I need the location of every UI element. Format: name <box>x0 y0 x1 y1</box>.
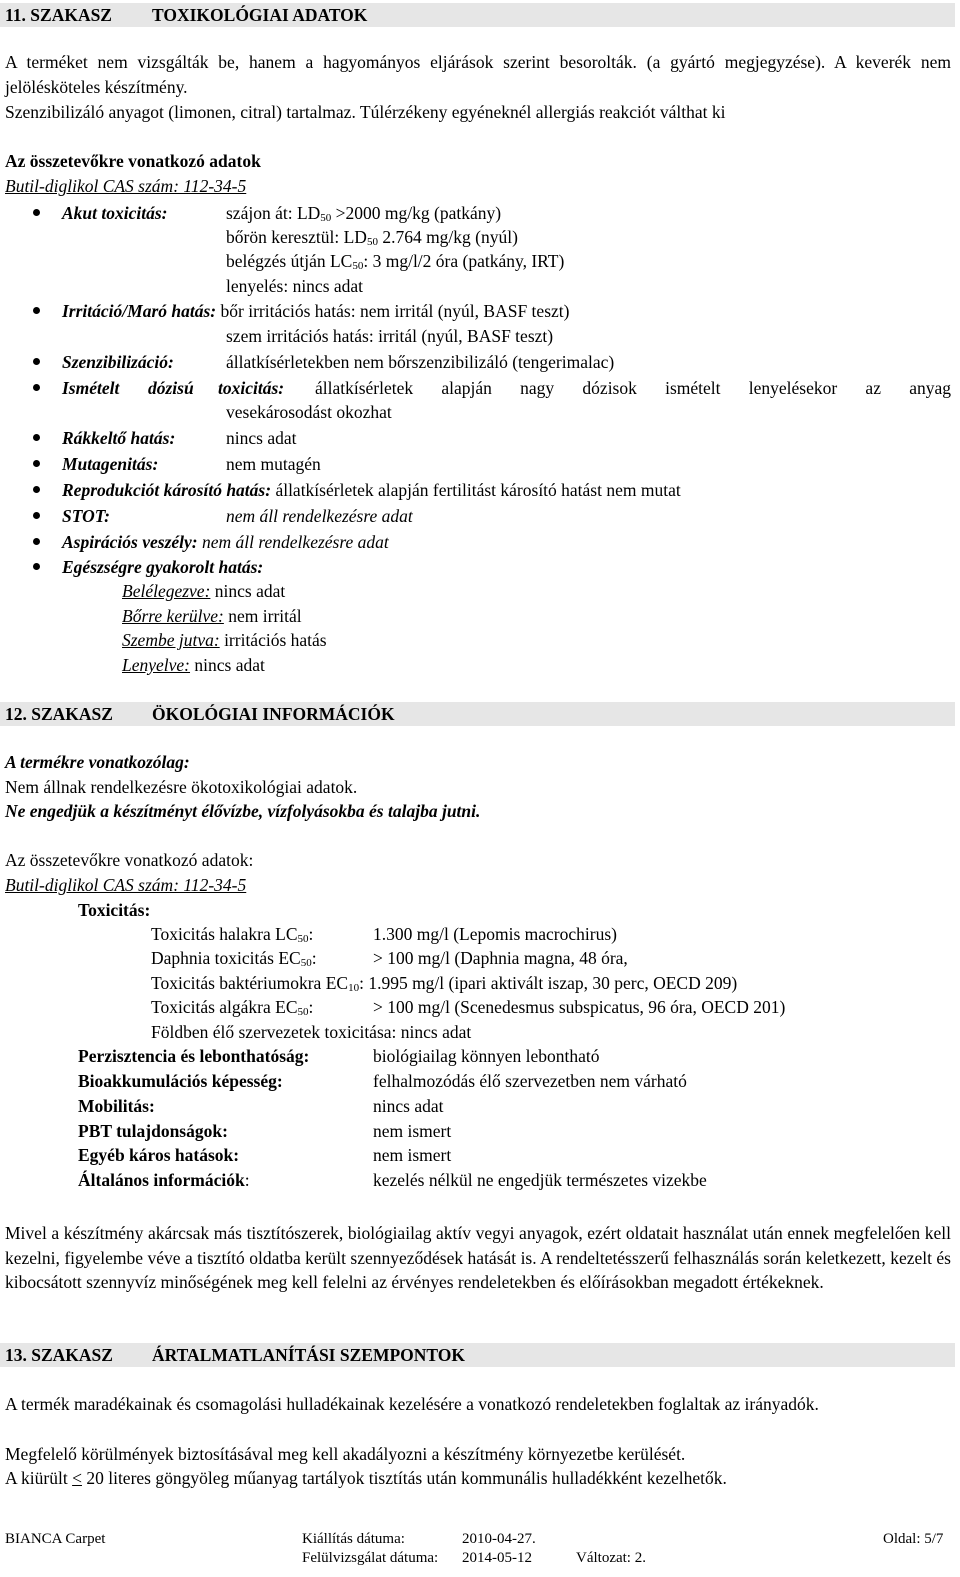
less-equal-symbol: < <box>72 1468 82 1488</box>
persistence-label: Perzisztencia és lebonthatóság: <box>78 1046 310 1066</box>
bioaccumulation-value: felhalmozódás élő szervezetben nem várható <box>373 1071 687 1091</box>
section-title: ÖKOLÓGIAI INFORMÁCIÓK <box>152 704 395 724</box>
footer-review-date: 2014-05-12 <box>462 1550 532 1566</box>
general-info-label: Általános információk: <box>78 1170 250 1190</box>
section-12-header <box>0 702 955 726</box>
pbt-value: nem ismert <box>373 1121 452 1141</box>
fish-toxicity-label: Toxicitás halakra $LC_{50}$: <box>151 924 314 945</box>
repeated-dose-word3: toxicitás: <box>218 378 285 398</box>
irritation-line: Irritáció/Maró hatás: bőr irritációs hatás: nem irritál (nyúl, BASF teszt) <box>62 301 570 321</box>
algae-toxicity-label: Toxicitás algákra $EC_{50}$: <box>151 997 314 1018</box>
footer-page-number: Oldal: 5/7 <box>883 1531 944 1547</box>
bullet-icon <box>33 486 40 493</box>
ingestion-effect: Lenyelve: nincs adat <box>122 655 265 675</box>
bacteria-toxicity: Toxicitás baktériumokra $EC_{10}$: 1.995 mg/l (ipari aktivált iszap, 30 perc, OECD 209) <box>151 973 738 994</box>
bullet-icon <box>33 512 40 519</box>
eye-irritation: szem irritációs hatás: irritál (nyúl, BASF teszt) <box>226 326 554 346</box>
other-effects-label: Egyéb káros hatások: <box>78 1145 240 1165</box>
toxicity-heading: Toxicitás: <box>78 900 151 920</box>
footer-issue-date: 2010-04-27. <box>462 1531 536 1547</box>
sensitization-value: állatkísérletekben nem bőrszenzibilizáló (tengerimalac) <box>226 352 615 372</box>
section-number: 12. SZAKASZ <box>5 704 113 724</box>
intro-paragraph: A terméket nem vizsgálták be, hanem a hagyományos eljárások szerint besorolták. (a gyártó megjegyzése). A keverék nem jelölésköteles készítmény. <box>5 52 951 97</box>
section-number: 13. SZAKASZ <box>5 1345 113 1365</box>
other-effects-value: nem ismert <box>373 1145 452 1165</box>
skin-effect: Bőrre kerülve: nem irritál <box>122 606 302 626</box>
bioaccumulation-label: Bioakkumulációs képesség: <box>78 1071 283 1091</box>
mobility-label: Mobilitás: <box>78 1096 155 1116</box>
repeated-dose-word1: Ismételt <box>62 378 120 398</box>
mutagenicity-label: Mutagenitás: <box>62 454 159 474</box>
reproductive-line: Reprodukciót károsító hatás: állatkísérletek alapján fertilitást károsító hatást nem mutat <box>62 480 681 500</box>
daphnia-toxicity-value: > 100 mg/l (Daphnia magna, 48 óra, <box>373 948 628 968</box>
bullet-icon <box>33 307 40 314</box>
repeated-dose-word2: dózisú <box>148 378 194 398</box>
health-effects-label: Egészségre gyakorolt hatás: <box>62 557 264 577</box>
bullet-icon <box>33 209 40 216</box>
carcinogenicity-label: Rákkeltő hatás: <box>62 428 176 448</box>
disposal-paragraph-2: Megfelelő körülmények biztosításával meg kell akadályozni a készítmény környezetbe kerülését. <box>5 1444 686 1464</box>
component-heading: Az összetevőkre vonatkozó adatok: <box>5 850 254 870</box>
carcinogenicity-value: nincs adat <box>226 428 297 448</box>
bullet-icon <box>33 384 40 391</box>
repeated-dose-text: állatkísérletek alapján nagy dózisok ismételt lenyelésekor az anyag <box>315 378 951 398</box>
section-number: 11. SZAKASZ <box>5 5 112 25</box>
component-name: Butil-diglikol CAS szám: 112-34-5 <box>5 875 247 895</box>
section-11-header <box>0 3 955 27</box>
footer-product: BIANCA Carpet <box>5 1531 106 1547</box>
stot-value: nem áll rendelkezésre adat <box>226 506 413 526</box>
stot-label: STOT: <box>62 506 110 526</box>
footer-review-label: Felülvizsgálat dátuma: <box>302 1550 439 1566</box>
fish-toxicity-value: 1.300 mg/l (Lepomis macrochirus) <box>373 924 617 944</box>
algae-toxicity-value: > 100 mg/l (Scenedesmus subspicatus, 96 óra, OECD 201) <box>373 997 786 1017</box>
bullet-icon <box>33 563 40 570</box>
component-name: Butil-diglikol CAS szám: 112-34-5 <box>5 176 247 196</box>
repeated-dose-text2: vesekárosodást okozhat <box>226 402 392 422</box>
mutagenicity-value: nem mutagén <box>226 454 321 474</box>
aspiration-line: Aspirációs veszély: nem áll rendelkezésre adat <box>62 532 389 552</box>
acute-toxicity-label: Akut toxicitás: <box>62 203 168 223</box>
product-line-2: Ne engedjük a készítményt élővízbe, vízfolyásokba és talajba jutni. <box>5 801 481 821</box>
bullet-icon <box>33 538 40 545</box>
acute-ingestion: lenyelés: nincs adat <box>226 276 364 296</box>
daphnia-toxicity-label: Daphnia toxicitás $EC_{50}$: <box>151 948 317 969</box>
footer-version: Változat: 2. <box>576 1550 646 1566</box>
pbt-label: PBT tulajdonságok: <box>78 1121 228 1141</box>
acute-inhalation: belégzés útján $LC_{50}$: 3 mg/l/2 óra (patkány, IRT) <box>226 251 565 272</box>
wastewater-paragraph: Mivel a készítmény akárcsak más tisztítószerek, biológiailag aktív vegyi anyagok, ezért oldatait használat után ennek megfelelően kell kezelni, figyelembe véve a tisztító oldatba került szennyeződések hatását is. A rendeltetésszerű felhasználás során keletkezett, kezelt és kibocsátott szennyvíz minőségének meg kell felelni az érvényes rendeletekben és előírásokban megadott értékeknek. <box>5 1223 951 1292</box>
general-info-value: kezelés nélkül ne engedjük természetes vizekbe <box>373 1170 707 1190</box>
acute-oral: szájon át: $LD_{50} >2000$ mg/kg (patkány) <box>226 203 502 224</box>
mobility-value: nincs adat <box>373 1096 444 1116</box>
persistence-value: biológiailag könnyen lebontható <box>373 1046 600 1066</box>
soil-toxicity: Földben élő szervezetek toxicitása: nincs adat <box>151 1022 472 1042</box>
section-title: ÁRTALMATLANÍTÁSI SZEMPONTOK <box>152 1345 465 1365</box>
disposal-paragraph-1: A termék maradékainak és csomagolási hulladékainak kezelésére a vonatkozó rendeletekben foglaltak az irányadók. <box>5 1394 819 1414</box>
bullet-icon <box>33 358 40 365</box>
acute-dermal: bőrön keresztül: $LD_{50}$ 2.764 mg/kg (nyúl) <box>226 227 518 248</box>
sensitizer-line: Szenzibilizáló anyagot (limonen, citral) tartalmaz. Túlérzékeny egyéneknél allergiás reakciót válthat ki <box>5 102 726 122</box>
product-heading: A termékre vonatkozólag: <box>5 752 190 772</box>
bullet-icon <box>33 434 40 441</box>
section-title: TOXIKOLÓGIAI ADATOK <box>152 5 368 25</box>
disposal-paragraph-3: A kiürült < 20 literes göngyöleg műanyag tartályok tisztítás után kommunális hulladékként kezelhetők. <box>5 1468 727 1488</box>
section-13-header <box>0 1343 955 1367</box>
sensitization-label: Szenzibilizáció: <box>62 352 174 372</box>
bullet-icon <box>33 460 40 467</box>
footer-issue-label: Kiállítás dátuma: <box>302 1531 405 1547</box>
inhalation-effect: Belélegezve: nincs adat <box>122 581 286 601</box>
product-line-1: Nem állnak rendelkezésre ökotoxikológiai adatok. <box>5 777 358 797</box>
eye-effect: Szembe jutva: irritációs hatás <box>122 630 327 650</box>
component-heading: Az összetevőkre vonatkozó adatok <box>5 151 261 171</box>
